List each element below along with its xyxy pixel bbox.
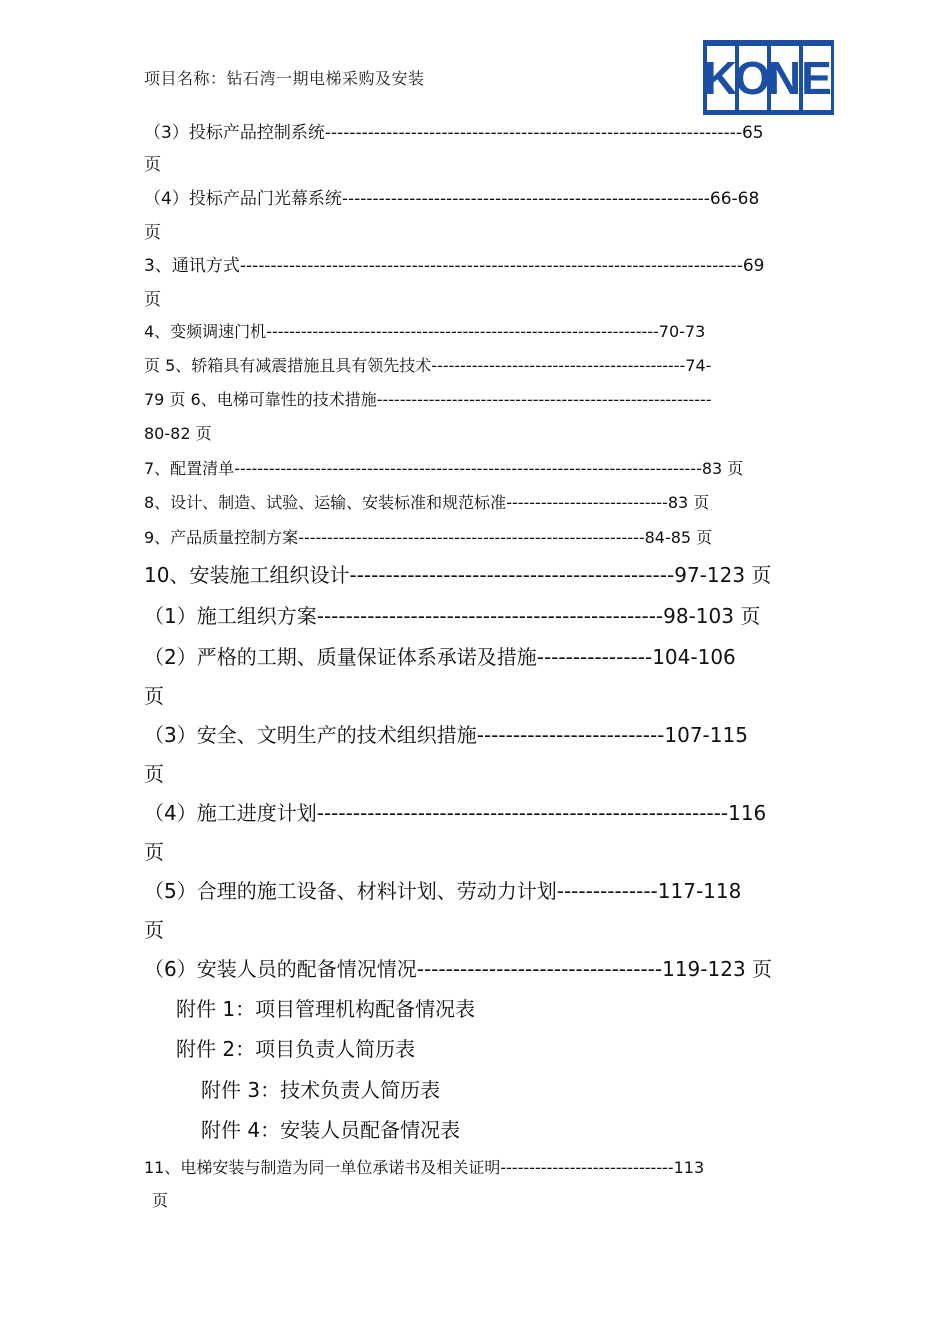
- attachment-entry: 附件 3：技术负责人简历表: [201, 1078, 441, 1102]
- logo-letter: O: [734, 51, 771, 104]
- toc-entry: 7、配置清单---------------------------------------------------------------------------------83 页: [144, 459, 744, 478]
- toc-entry: 页: [144, 684, 164, 708]
- toc-entry: （4）施工进度计划---------------------------------------------------------116: [144, 801, 767, 825]
- attachment-entry: 附件 2：项目负责人简历表: [176, 1037, 416, 1061]
- toc-entry: （6）安装人员的配备情况情况----------------------------------119-123 页: [144, 957, 773, 981]
- toc-entry: 页: [144, 155, 161, 175]
- toc-entry: 页: [144, 223, 161, 243]
- toc-entry: 页: [144, 290, 161, 310]
- toc-entry: 页 5、轿箱具有减震措施且具有领先技术--------------------------------------------74-: [144, 356, 712, 375]
- toc-entry: 页: [144, 840, 164, 864]
- toc-entry: （3）投标产品控制系统--------------------------------------------------------------------65: [144, 123, 764, 143]
- toc-entry: 9、产品质量控制方案------------------------------------------------------------84-85 页: [144, 528, 713, 547]
- toc-entry: （2）严格的工期、质量保证体系承诺及措施----------------104-106: [144, 645, 736, 669]
- toc-entry: （3）安全、文明生产的技术组织措施--------------------------107-115: [144, 723, 748, 747]
- toc-entry: 79 页 6、电梯可靠性的技术措施----------------------------------------------------------: [144, 390, 712, 409]
- logo-letter: E: [801, 51, 832, 104]
- toc-entry: 页: [144, 762, 164, 786]
- toc-entry: 80-82 页: [144, 424, 212, 443]
- toc-entry: 11、电梯安装与制造为同一单位承诺书及相关证明------------------------------113: [144, 1158, 705, 1177]
- toc-entry: 3、通讯方式----------------------------------------------------------------------------------69: [144, 256, 765, 276]
- kone-logo: [703, 40, 834, 115]
- project-title: 项目名称：钻石湾一期电梯采购及安装: [144, 69, 425, 88]
- toc-entry: 10、安装施工组织设计---------------------------------------------97-123 页: [144, 563, 772, 587]
- toc-entry: （5）合理的施工设备、材料计划、劳动力计划--------------117-118: [144, 879, 742, 903]
- logo-letter: N: [767, 51, 802, 104]
- toc-entry: （4）投标产品门光幕系统------------------------------------------------------------66-68: [144, 189, 760, 209]
- toc-entry: （1）施工组织方案------------------------------------------------98-103 页: [144, 604, 761, 628]
- toc-entry: 页: [152, 1191, 169, 1210]
- toc-entry: 页: [144, 918, 164, 942]
- toc-entry: 4、变频调速门机--------------------------------------------------------------------70-73: [144, 322, 706, 341]
- attachment-entry: 附件 4：安装人员配备情况表: [201, 1118, 461, 1142]
- toc-entry: 8、设计、制造、试验、运输、安装标准和规范标准----------------------------83 页: [144, 493, 710, 512]
- logo-letter: K: [703, 51, 738, 104]
- attachment-entry: 附件 1：项目管理机构配备情况表: [176, 997, 476, 1021]
